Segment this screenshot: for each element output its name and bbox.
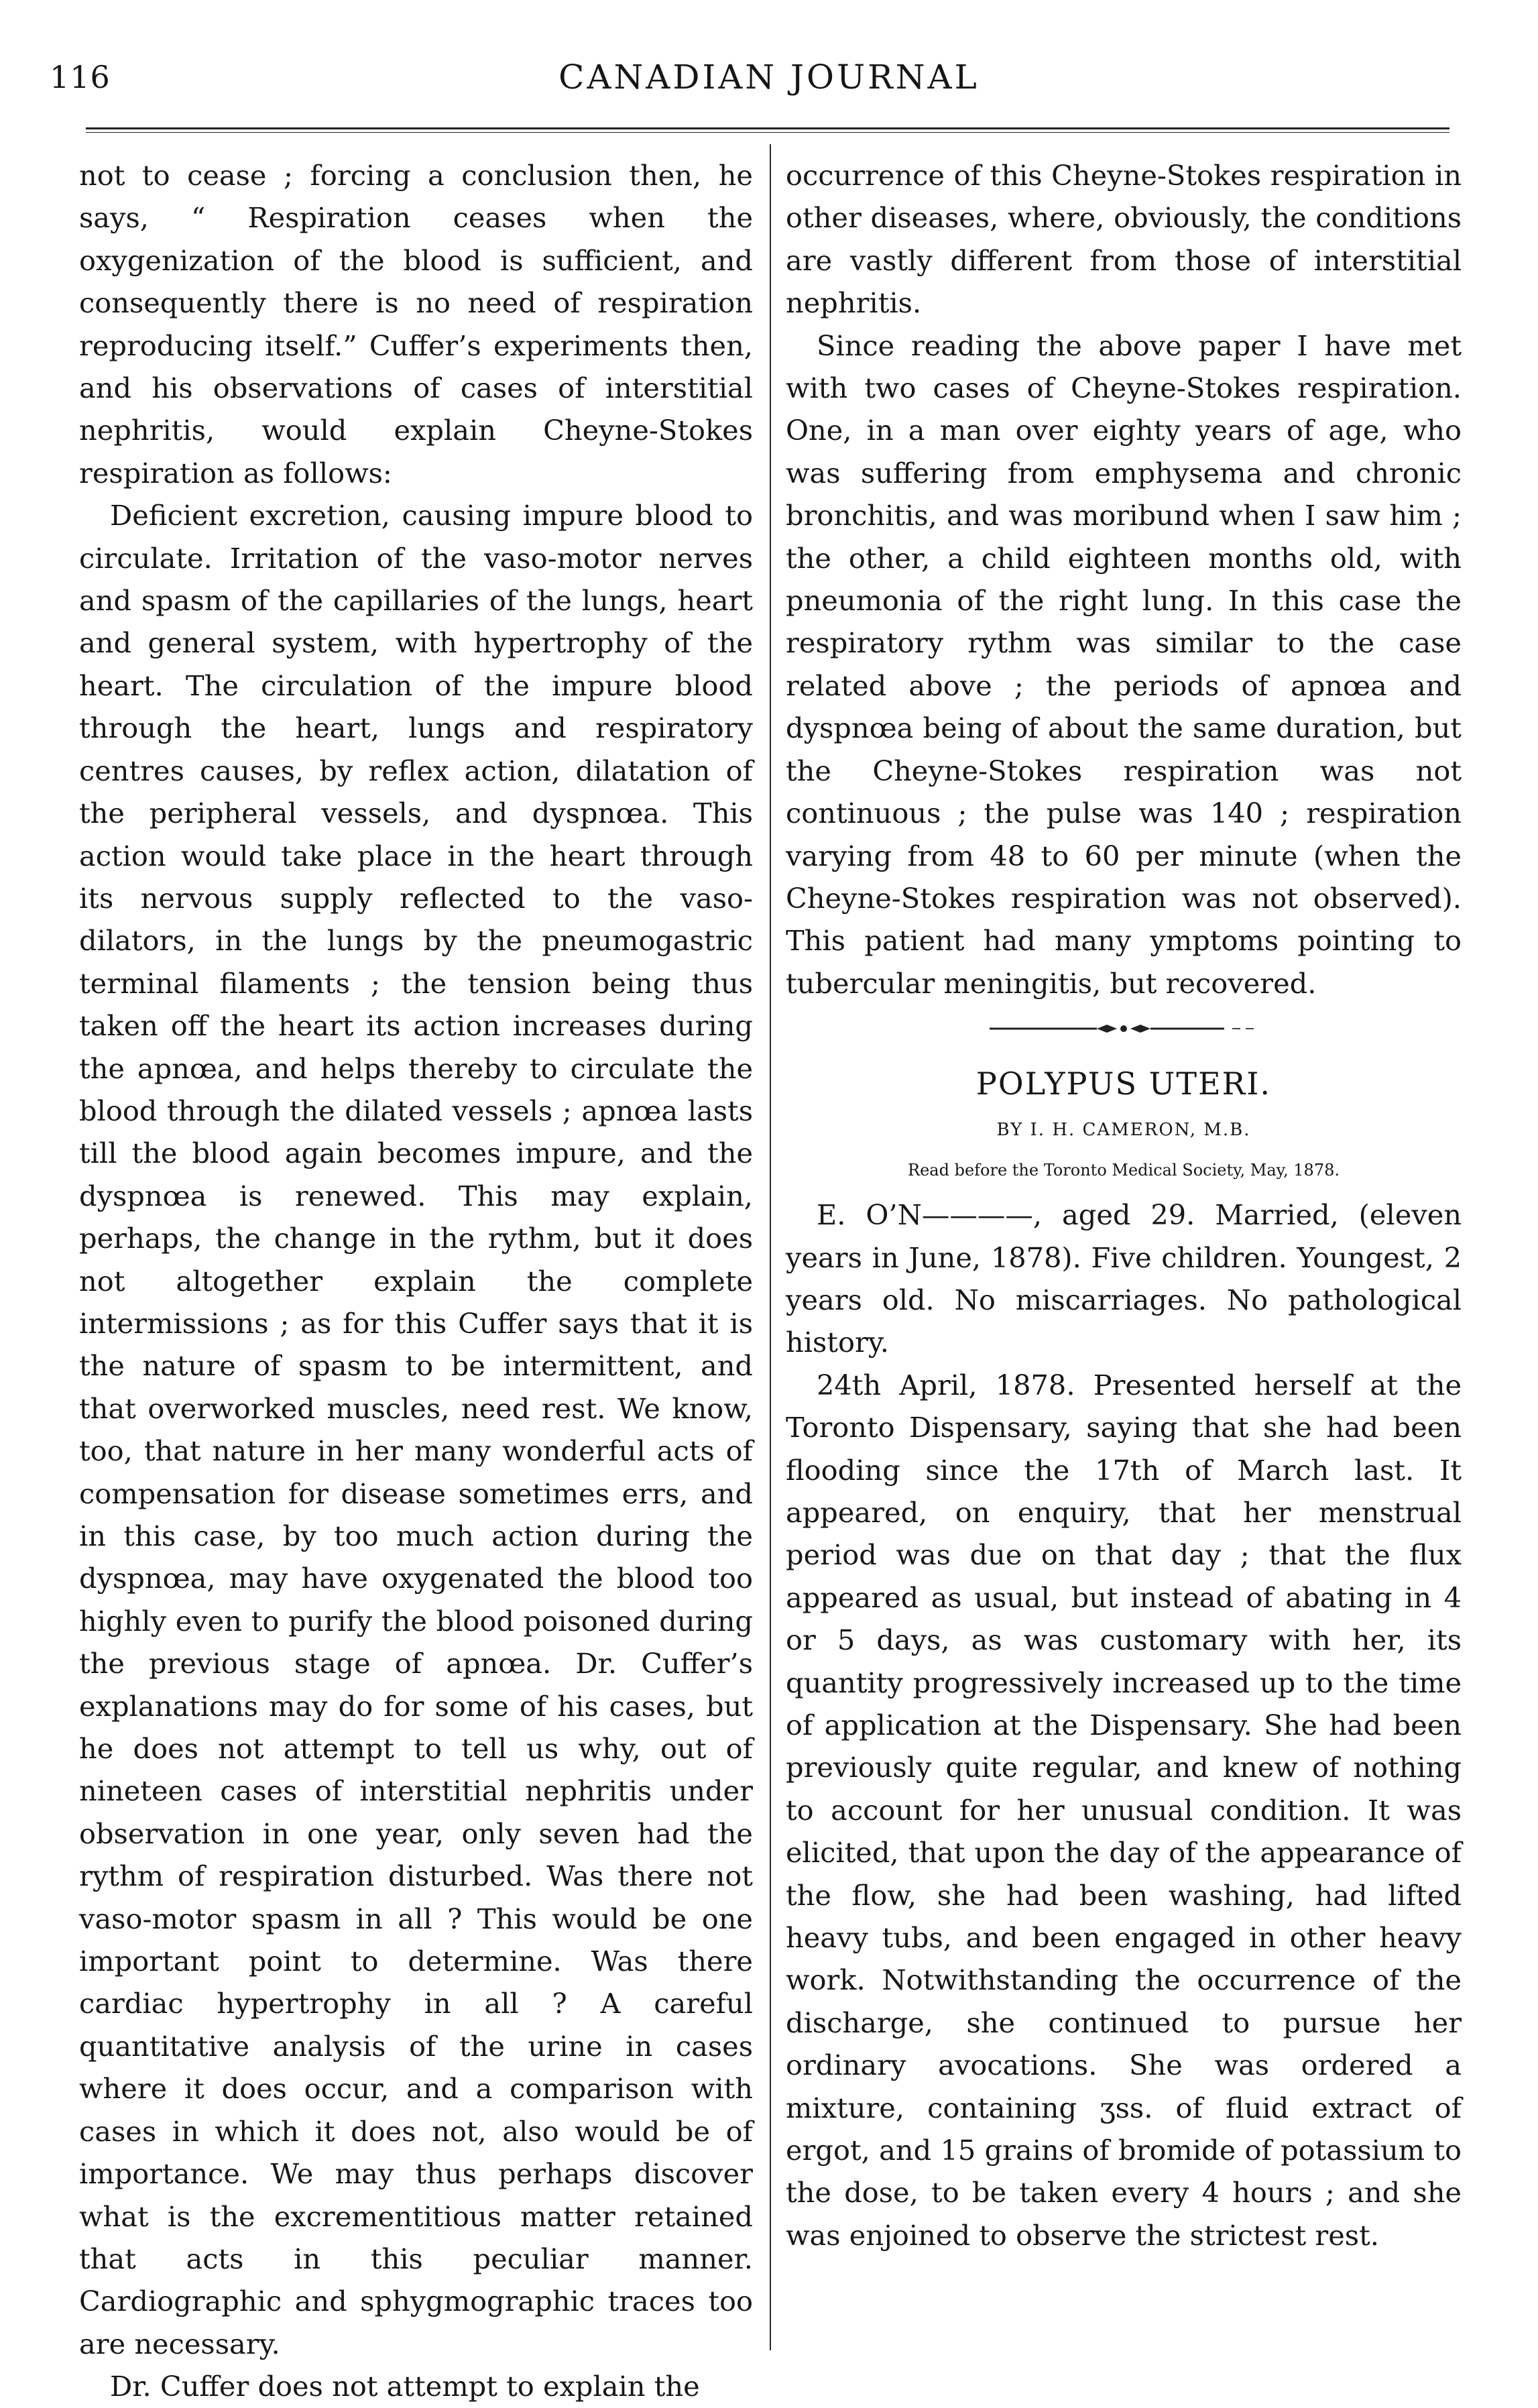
left-paragraph-2: Deficient excretion, causing impure blood to circulate. Irritation of the vaso-motor nerves and spasm of the capillaries of the lungs, heart and general system, with hypertrophy of the heart. The circulation of the impure blood through the heart, lungs and respiratory centres causes, by reflex action, dilatation of the peripheral vessels, and dyspnœa. This action would take place in the heart through its nervous supply reflected to the vaso-dilators, in the lungs by the pneumogastric terminal filaments ; the tension being thus taken off the heart its action increases during the apnœa, and helps thereby to circulate the blood through the dilated vessels ; apnœa lasts till the blood again becomes impure, and the dyspnœa is renewed. This may explain, perhaps, the change in the rythm, but it does not altogether explain the complete intermissions ; as for this Cuffer says that it is the nature of spasm to be intermittent, and that overworked muscles, need rest. We know, too, that nature in her many wonderful acts of compensation for disease sometimes errs, and in this case, by too much action during the dyspnœa, may have oxygenated the blood too highly even to purify the blood poisoned during the previous stage of apnœa. Dr. Cuffer’s explanations may do for some of his cases, but he does not attempt to tell us why, out of nineteen cases of interstitial nephritis under observation in one year, only seven had the rythm of respiration disturbed. Was there not vaso-motor spasm in all ? This would be one important point to determine. Was there cardiac hypertrophy in all ? A careful quantitative analysis of the urine in cases where it does occur, and a comparison with cases in which it does not, also would be of importance. We may thus perhaps discover what is the excrementitious matter retained that acts in this peculiar manner. Cardiographic and sphygmographic traces too are necessary. xyxy=(79,499,753,2360)
right-paragraph-1: occurrence of this Cheyne-Stokes respiration in other diseases, where, obviously, the conditions are vastly different from those of interstitial nephritis. xyxy=(786,159,1462,320)
left-paragraph-1: not to cease ; forcing a conclusion then, he says, “ Respiration ceases when the oxygenization of the blood is sufficient, and consequently there is no need of respiration reproducing itself.” Cuffer’s experiments then, and his observations of cases of interstitial nephritis, would explain Cheyne-Stokes respiration as follows: xyxy=(79,159,753,490)
left-column xyxy=(79,154,753,2408)
page-number: 116 xyxy=(50,59,111,95)
article-paragraph-1: E. O’N————, aged 29. Married, (eleven years in June, 1878). Five children. Youngest, 2 years old. No miscarriages. No pathological history. xyxy=(786,1198,1462,1359)
column-divider xyxy=(770,144,771,2350)
header-rule xyxy=(86,127,1450,133)
article-read-note: Read before the Toronto Medical Society, May, 1878. xyxy=(908,1161,1340,1180)
right-paragraph-2: Since reading the above paper I have met with two cases of Cheyne-Stokes respiration. One, in a man over eighty years of age, who was suffering from emphysema and chronic bronchitis, and was moribund when I saw him ; the other, a child eighteen months old, with pneumonia of the right lung. In this case the respiratory rythm was similar to the case related above ; the periods of apnœa and dyspnœa being of about the same duration, but the Cheyne-Stokes respiration was not continuous ; the pulse was 140 ; respiration varying from 48 to 60 per minute (when the Cheyne-Stokes respiration was not observed). This patient had many ymptoms pointing to tubercular meningitis, but recovered. xyxy=(786,329,1462,1000)
running-head: CANADIAN JOURNAL xyxy=(558,58,980,97)
section-flourish xyxy=(786,1009,1462,1049)
left-paragraph-3: Dr. Cuffer does not attempt to explain the xyxy=(110,2370,700,2403)
article-byline: BY I. H. CAMERON, M.B. xyxy=(996,1120,1251,1141)
article-paragraph-2: 24th April, 1878. Presented herself at the Toronto Dispensary, saying that she had been flooding since the 17th of March last. It appeared, on enquiry, that her menstrual period was due on that day ; that the flux appeared as usual, but instead of abating in 4 or 5 days, as was customary with her, its quantity progressively increased up to the time of application at the Dispensary. She had been previously quite regular, and knew of nothing to account for her unusual condition. It was elicited, that upon the day of the appearance of the flow, she had been washing, had lifted heavy tubs, and been engaged in other heavy work. Notwithstanding the occurrence of the discharge, she continued to pursue her ordinary avocations. She was ordered a mixture, containing ʒss. of fluid extract of ergot, and 15 grains of bromide of potassium to the dose, to be taken every 4 hours ; and she was enjoined to observe the strictest rest. xyxy=(786,1368,1462,2252)
article-title: POLYPUS UTERI. xyxy=(975,1066,1272,1102)
right-column xyxy=(786,154,1462,2256)
flourish-ornament-icon xyxy=(983,1019,1264,1039)
